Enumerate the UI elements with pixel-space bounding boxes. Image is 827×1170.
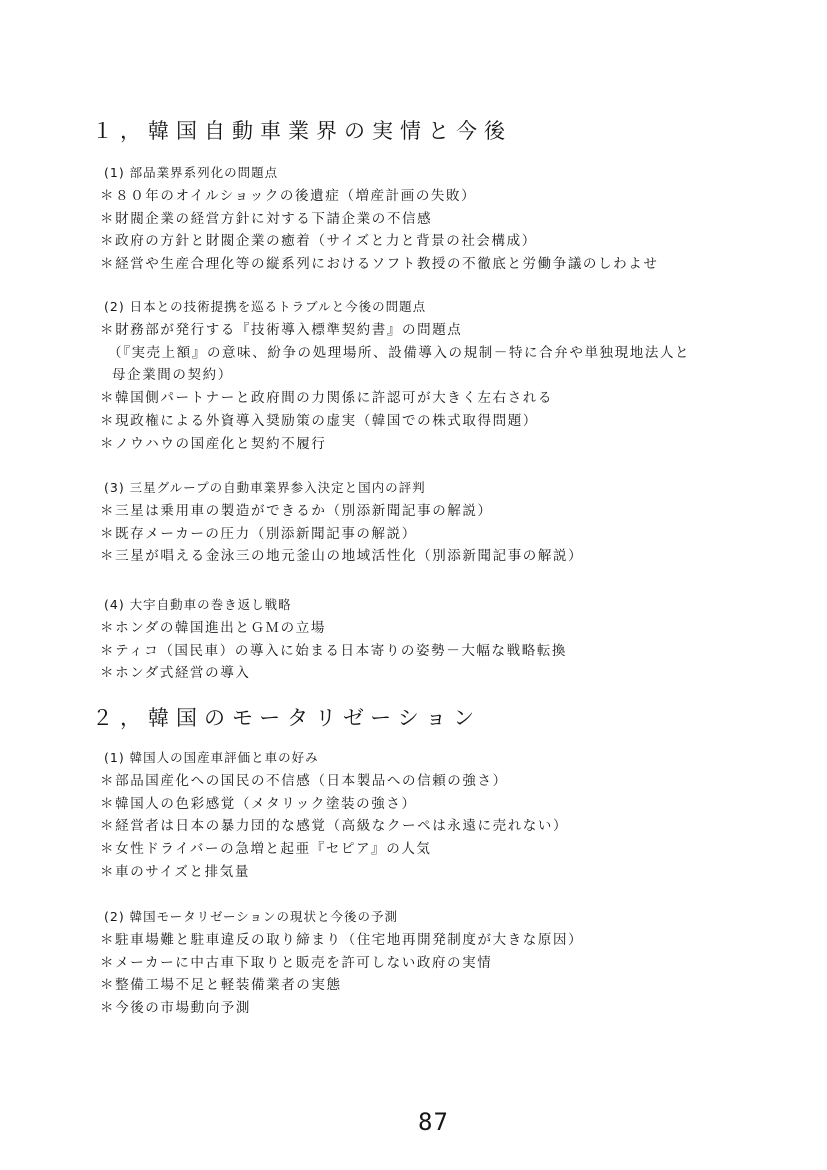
list-item: ＊整備工場不足と軽装備業者の実態 bbox=[100, 977, 342, 994]
list-item-continuation: 母企業間の契約） bbox=[112, 367, 233, 384]
section-title: (1) 韓国人の国産車評価と車の好み bbox=[104, 750, 319, 765]
section-technical-tieup bbox=[100, 296, 690, 456]
list-item: ＊三星が唱える金泳三の地元釜山の地域活性化（別添新聞記事の解説） bbox=[100, 548, 584, 565]
list-item: ＊三星は乗用車の製造ができるか（別添新聞記事の解説） bbox=[100, 502, 493, 519]
list-item: ＊ノウハウの国産化と契約不履行 bbox=[100, 435, 327, 452]
section-parts-industry bbox=[100, 162, 658, 276]
chapter-heading-1: １，韓国自動車業界の実情と今後 bbox=[92, 119, 512, 143]
list-item: ＊８０年のオイルショックの後遺症（増産計画の失敗） bbox=[100, 187, 477, 204]
list-item: ＊現政権による外資導入奨励策の虚実（韓国での株式取得問題） bbox=[100, 412, 538, 429]
list-item: ＊駐車場難と駐車違反の取り締まり（住宅地再開発制度が大きな原因） bbox=[100, 931, 584, 948]
list-item: ＊経営や生産合理化等の縦系列におけるソフト教授の不徹底と労働争議のしわよせ bbox=[100, 256, 659, 273]
list-item: ＊女性ドライバーの急増と起亜『セピア』の人気 bbox=[100, 841, 432, 858]
list-item: ＊財閥企業の経営方針に対する下請企業の不信感 bbox=[100, 210, 433, 227]
list-item: ＊政府の方針と財閥企業の癒着（サイズと力と背景の社会構成） bbox=[100, 233, 537, 250]
section-title: (4) 大宇自動車の巻き返し戦略 bbox=[104, 597, 292, 612]
section-title: (1) 部品業界系列化の問題点 bbox=[104, 165, 279, 180]
section-daewoo-strategy bbox=[100, 594, 567, 685]
list-item: ＊メーカーに中古車下取りと販売を許可しない政府の実情 bbox=[100, 954, 493, 971]
section-title: (2) 韓国モータリゼーションの現状と今後の予測 bbox=[104, 909, 399, 924]
list-item: ＊車のサイズと排気量 bbox=[100, 863, 250, 880]
section-title: (3) 三星グループの自動車業界参入決定と国内の評判 bbox=[104, 480, 426, 495]
list-item: ＊韓国人の色彩感覚（メタリック塗装の強さ） bbox=[100, 795, 417, 812]
list-item: ＊部品国産化への国民の不信感（日本製品への信頼の強さ） bbox=[100, 772, 508, 789]
section-car-preferences bbox=[100, 747, 568, 884]
list-item: ＊韓国側パートナーと政府間の力関係に許認可が大きく左右される bbox=[100, 390, 553, 407]
section-title: (2) 日本との技術提携を巡るトラブルと今後の問題点 bbox=[104, 299, 427, 314]
section-motorization-outlook bbox=[100, 906, 583, 1020]
list-item: ＊今後の市場動向予測 bbox=[100, 1000, 251, 1017]
list-item: ＊ホンダ式経営の導入 bbox=[100, 665, 251, 682]
list-item: ＊ティコ（国民車）の導入に始まる日本寄りの姿勢－大幅な戦略転換 bbox=[100, 642, 568, 659]
list-item: ＊ホンダの韓国進出とＧＭの立場 bbox=[100, 619, 326, 636]
page-number: 87 bbox=[418, 1108, 449, 1136]
list-item-continuation: （『実売上額』の意味、紛争の処理場所、設備導入の規制－特に合弁や単独現地法人と bbox=[108, 344, 691, 361]
chapter-heading-2: ２，韓国のモータリゼーション bbox=[92, 706, 482, 730]
list-item: ＊経営者は日本の暴力団的な感覚（高級なクーペは永遠に売れない） bbox=[100, 818, 569, 835]
list-item: ＊財務部が発行する『技術導入標準契約書』の問題点 bbox=[100, 321, 463, 338]
section-samsung-entry bbox=[100, 477, 583, 568]
list-item: ＊既存メーカーの圧力（別添新聞記事の解説） bbox=[100, 525, 417, 542]
